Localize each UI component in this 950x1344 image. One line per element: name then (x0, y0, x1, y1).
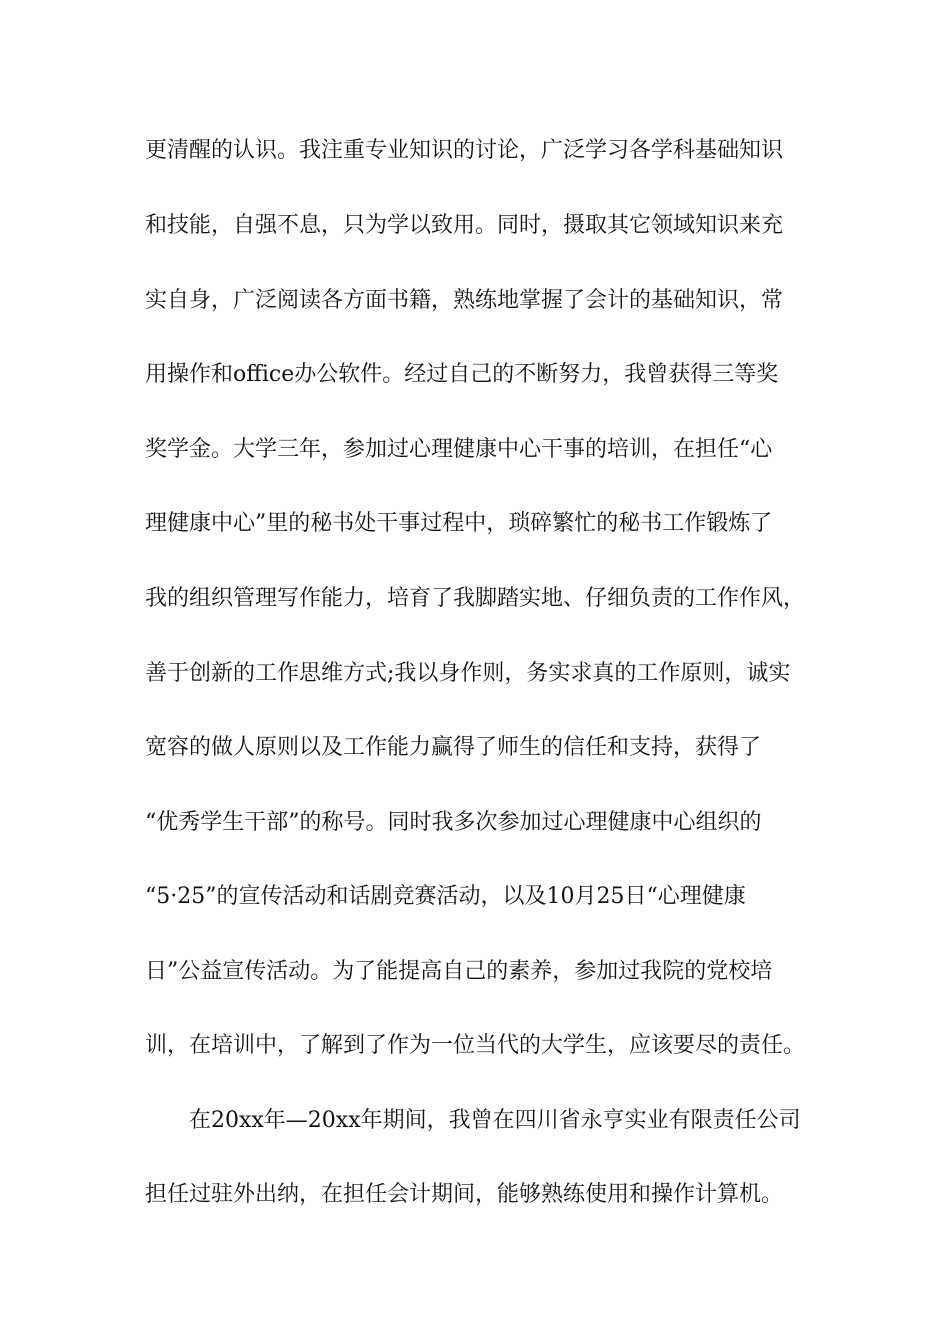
text-line: 在20xx年—20xx年期间，我曾在四川省永亨实业有限责任公司 (189, 1108, 801, 1133)
text-line: 担任过驻外出纳，在担任会计期间，能够熟练使用和操作计算机。 (145, 1182, 784, 1207)
text-line: 训，在培训中，了解到了作为一位当代的大学生，应该要尽的责任。 (145, 1033, 806, 1058)
text-line: 日”公益宣传活动。为了能提高自己的素养，参加过我院的党校培 (145, 959, 773, 984)
text-line: 我的组织管理写作能力，培育了我脚踏实地、仔细负责的工作作风， (145, 586, 806, 611)
text-line: 更清醒的认识。我注重专业知识的讨论，广泛学习各学科基础知识 (145, 138, 784, 163)
text-line: 和技能，自强不息，只为学以致用。同时，摄取其它领域知识来充 (145, 213, 784, 238)
text-line: 宽容的做人原则以及工作能力赢得了师生的信任和支持，获得了 (145, 735, 762, 760)
text-line: “5·25”的宣传活动和话剧竞赛活动，以及10月25日“心理健康 (145, 884, 746, 909)
text-line: 实自身，广泛阅读各方面书籍，熟练地掌握了会计的基础知识，常 (145, 288, 784, 313)
text-line: 善于创新的工作思维方式;我以身作则，务实求真的工作原则，诚实 (145, 661, 791, 686)
text-line: 理健康中心”里的秘书处干事过程中，琐碎繁忙的秘书工作锻炼了 (145, 511, 773, 536)
text-line: “优秀学生干部”的称号。同时我多次参加过心理健康中心组织的 (145, 810, 762, 835)
text-line: 用操作和office办公软件。经过自己的不断努力，我曾获得三等奖 (145, 362, 779, 387)
text-line: 奖学金。大学三年，参加过心理健康中心干事的培训，在担任“心 (145, 437, 773, 462)
